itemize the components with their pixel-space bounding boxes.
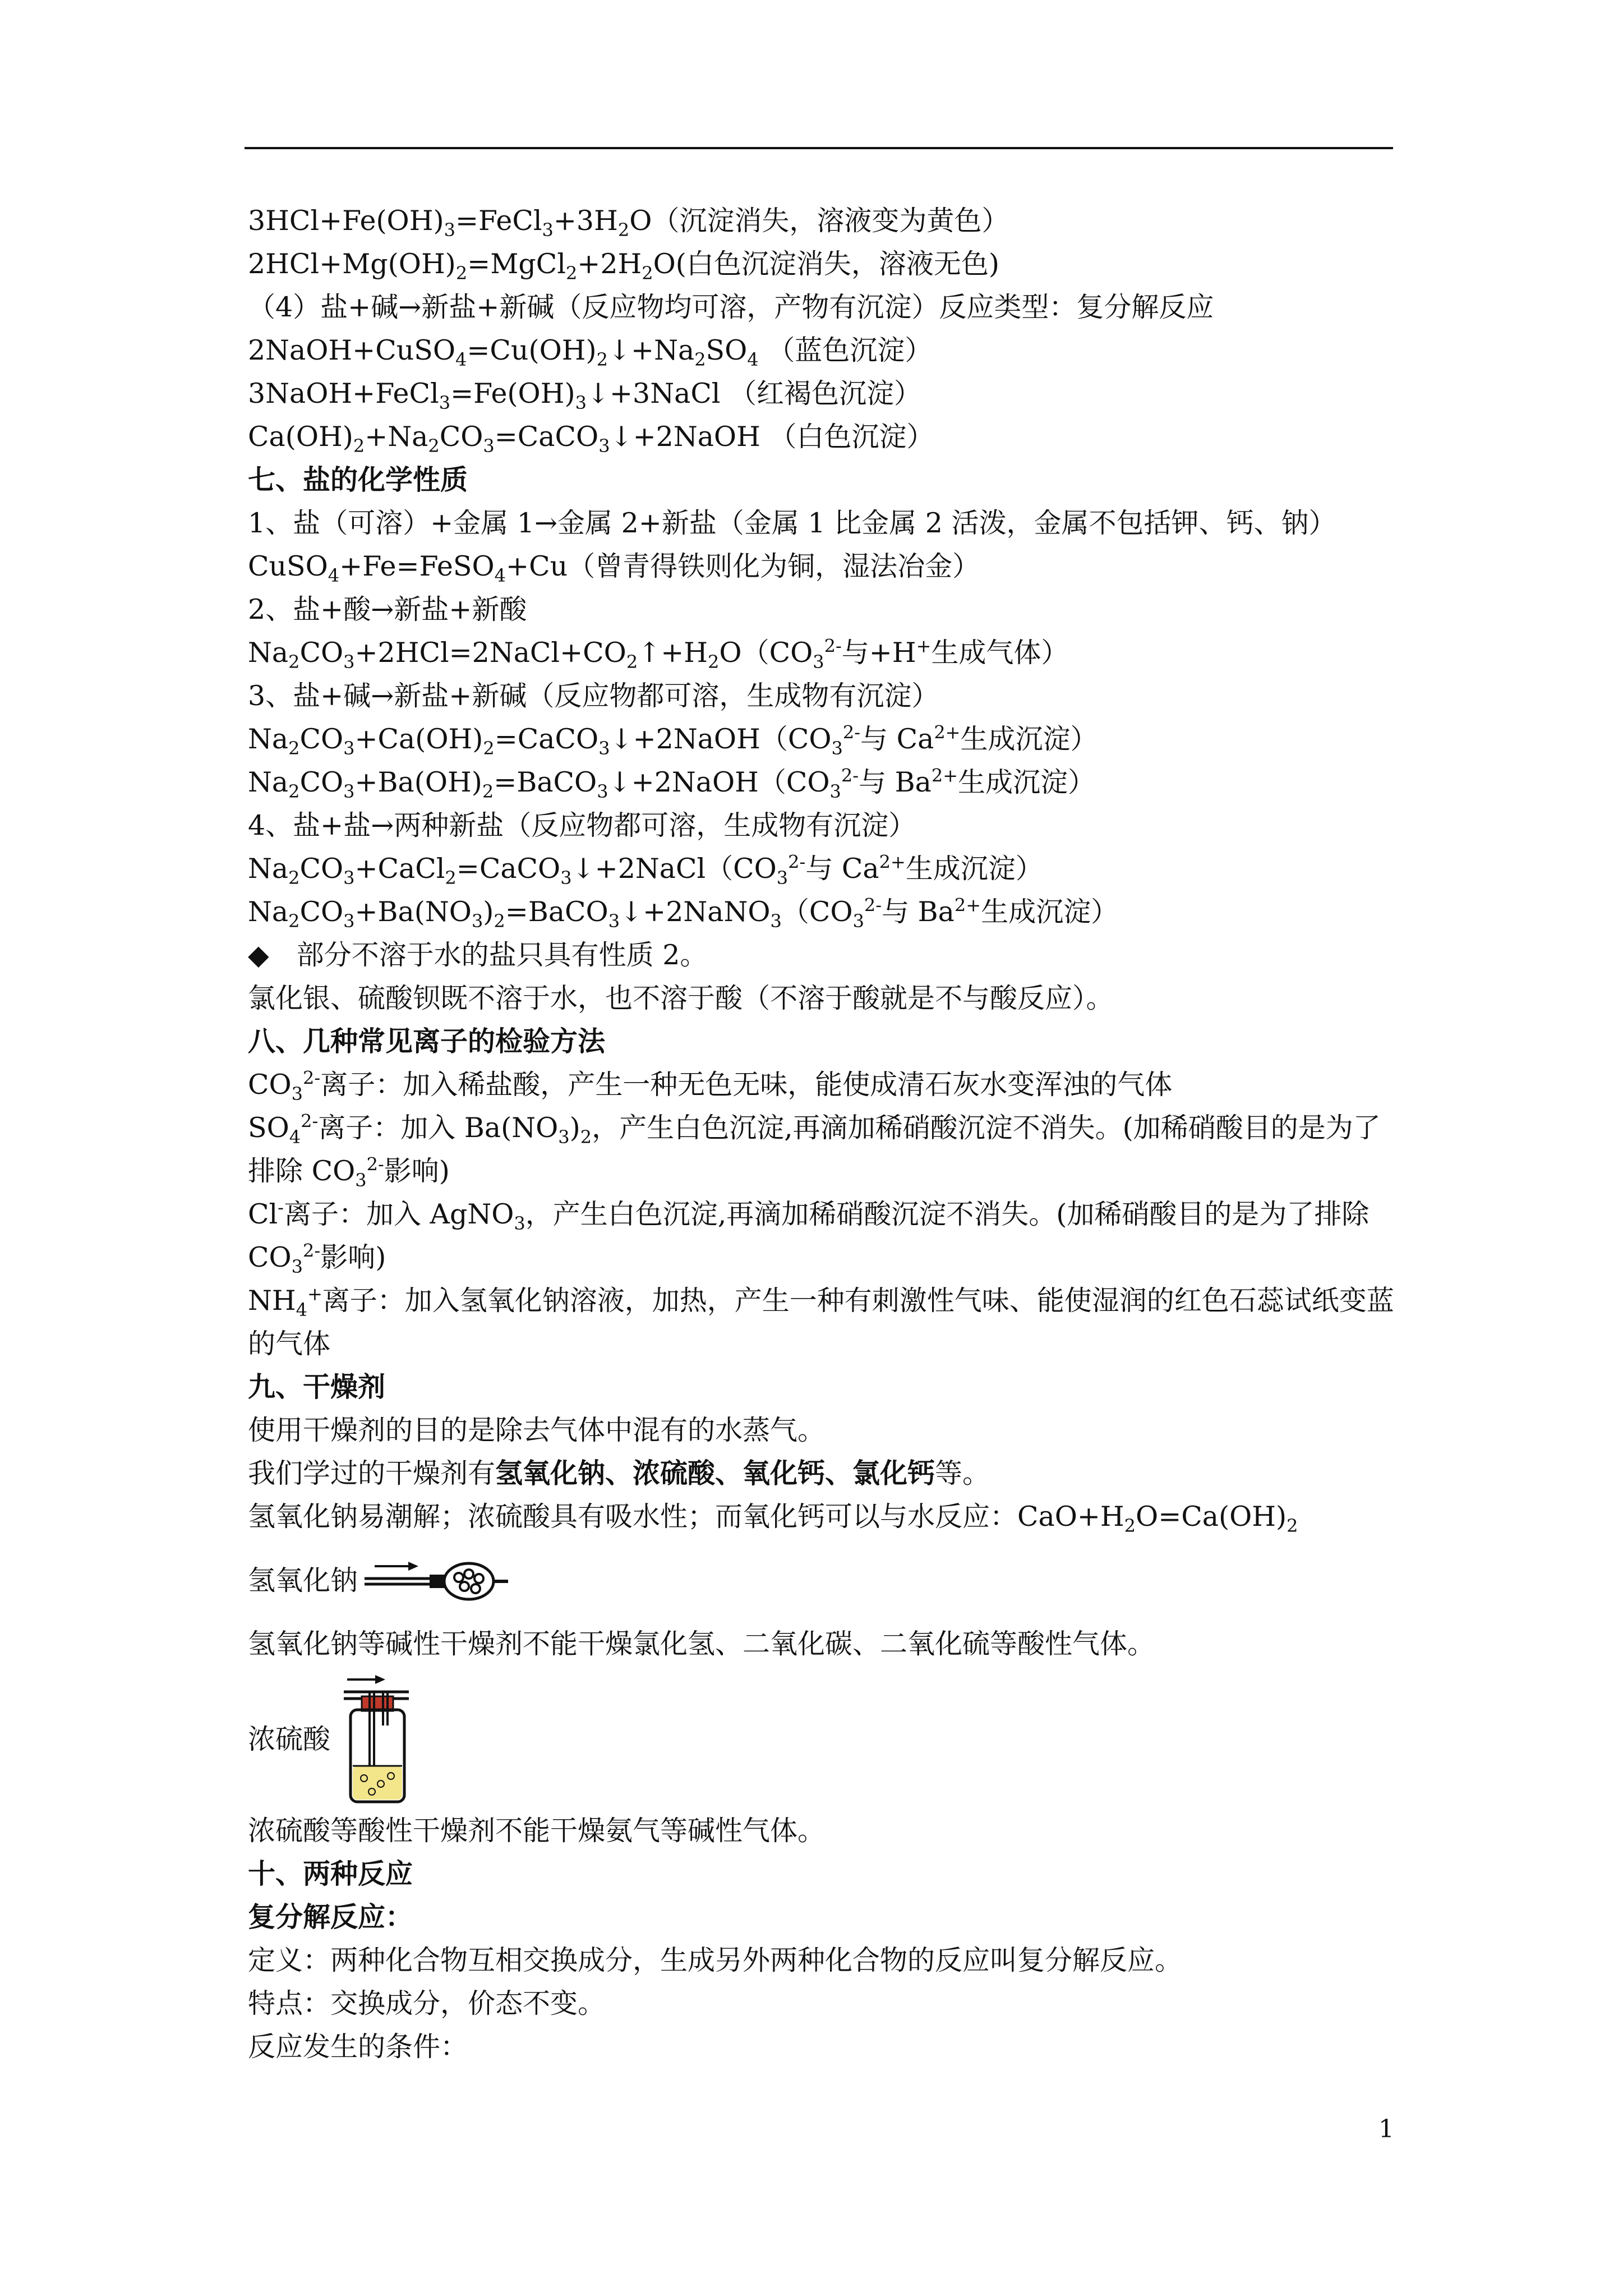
drying-tube-icon	[363, 1555, 509, 1605]
text-line: 3、盐+碱→新盐+新碱（反应物都可溶，生成物有沉淀）	[248, 680, 939, 712]
section-heading: 复分解反应：	[248, 1901, 413, 1933]
text-line: $Ca(OH)_2+Na_2CO_3=CaCO_3↓+2NaOH$ （白色沉淀）	[248, 421, 934, 457]
section-heading: 七、盐的化学性质	[248, 464, 468, 496]
figure-sulfuric-acid	[248, 1669, 1398, 1809]
section-heading: 九、干燥剂	[248, 1371, 386, 1403]
text-line: 1、盐（可溶）+金属 1→金属 2+新盐（金属 1 比金属 2 活泼，金属不包括钾、钙、钠）	[248, 507, 1336, 539]
section-heading: 十、两种反应	[248, 1858, 413, 1890]
text-line: CuSO$_4$+Fe=FeSO$_4$+Cu（曾青得铁则化为铜，湿法冶金）	[248, 550, 980, 586]
text-line: $Na_2CO_3+Ca(OH)_2=CaCO_3↓+2NaOH(CO_3^{2-}$与 $Ca^{2+}$生成沉淀）	[248, 721, 1098, 759]
gas-washing-bottle-icon	[336, 1672, 420, 1806]
text-line: $CO_3^{2-}$离子：加入稀盐酸，产生一种无色无味，能使成清石灰水变浑浊的气体	[248, 1067, 1173, 1105]
text-line: 使用干燥剂的目的是除去气体中混有的水蒸气。	[248, 1414, 826, 1446]
text-block-bottom	[248, 1809, 1398, 2068]
text-line: $2NaOH+CuSO_4=Cu(OH)_2↓+Na_2SO_4$ （蓝色沉淀）	[248, 334, 933, 370]
text-line: $2HCl+Mg(OH)_2=MgCl_2+2H_2O$(白色沉淀消失，溶液无色)	[248, 248, 1000, 284]
figure-label: 氢氧化钠	[248, 1564, 358, 1596]
section-heading: 八、几种常见离子的检验方法	[248, 1025, 606, 1057]
text-line: 氢氧化钠易潮解；浓硫酸具有吸水性；而氧化钙可以与水反应：$CaO+H_2O=Ca(OH)_2$	[248, 1501, 1298, 1536]
text-line: $3NaOH+FeCl_3=Fe(OH)_3↓+3NaCl$ （红褐色沉淀）	[248, 378, 922, 413]
paragraph: 氢氧化钠等碱性干燥剂不能干燥氯化氢、二氧化碳、二氧化硫等酸性气体。	[248, 1628, 1155, 1660]
text-line: $3HCl+Fe(OH)_3=FeCl_3+3H_2O$（沉淀消失，溶液变为黄色）	[248, 205, 1009, 241]
page-content	[248, 199, 1398, 2068]
page-number: 1	[1378, 2115, 1394, 2143]
text-line: ◆ 部分不溶于水的盐只具有性质 2。	[248, 939, 708, 971]
figure-label: 浓硫酸	[248, 1723, 331, 1755]
text-line: $Na_2CO_3+Ba(OH)_2=BaCO_3↓+2NaOH(CO_3^{2-}$与 $Ba^{2+}$生成沉淀）	[248, 765, 1096, 802]
text-line: 4、盐+盐→两种新盐（反应物都可溶，生成物有沉淀）	[248, 809, 916, 841]
text-line: 定义：两种化合物互相交换成分，生成另外两种化合物的反应叫复分解反应。	[248, 1944, 1183, 1976]
figure-sodium-hydroxide	[248, 1538, 1398, 1622]
text-line: $Na_2CO_3+CaCl_2=CaCO_3↓+2NaCl(CO_3^{2-}$与 $Ca^{2+}$生成沉淀）	[248, 851, 1043, 889]
text-line: $Na_2CO_3+Ba(NO_3)_2=BaCO_3↓+2NaNO_3(CO_3^{2-}$与 $Ba^{2+}$生成沉淀）	[248, 894, 1119, 932]
text-line: 特点：交换成分，价态不变。	[248, 1987, 606, 2019]
text-line: $SO_4^{2-}$离子：加入 $Ba(NO_3)_2$，产生白色沉淀,再滴加稀硝酸沉淀不消失。(加稀硝酸目的是为了排除 $CO_3^{2-}$影响)	[248, 1110, 1381, 1191]
text-line: 2、盐+酸→新盐+新酸	[248, 593, 527, 625]
header-rule	[245, 147, 1393, 149]
text-line: Cl-离子：加入 AgNO$_3$，产生白色沉淀,再滴加稀硝酸沉淀不消失。(加稀硝酸目的是为了排除 $CO_3^{2-}$影响)	[248, 1197, 1370, 1277]
text-line: （4）盐+碱→新盐+新碱（反应物均可溶，产物有沉淀）反应类型：复分解反应	[248, 291, 1214, 323]
text-block-top	[248, 199, 1398, 1538]
text-line: 浓硫酸等酸性干燥剂不能干燥氨气等碱性气体。	[248, 1815, 826, 1847]
text-line: $NH_4^+$离子：加入氢氧化钠溶液，加热，产生一种有刺激性气味、能使湿润的红色石蕊试纸变蓝的气体	[248, 1283, 1394, 1360]
text-line: $Na_2CO_3+2HCl=2NaCl+CO_2↑+H_2O(CO_3^{2-}$与+H+生成气体）	[248, 635, 1069, 673]
text-line: 我们学过的干燥剂有氢氧化钠、浓硫酸、氧化钙、氯化钙等。	[248, 1457, 990, 1489]
text-line: 氯化银、硫酸钡既不溶于水，也不溶于酸（不溶于酸就是不与酸反应）。	[248, 982, 1114, 1014]
text-line: 反应发生的条件：	[248, 2031, 468, 2063]
